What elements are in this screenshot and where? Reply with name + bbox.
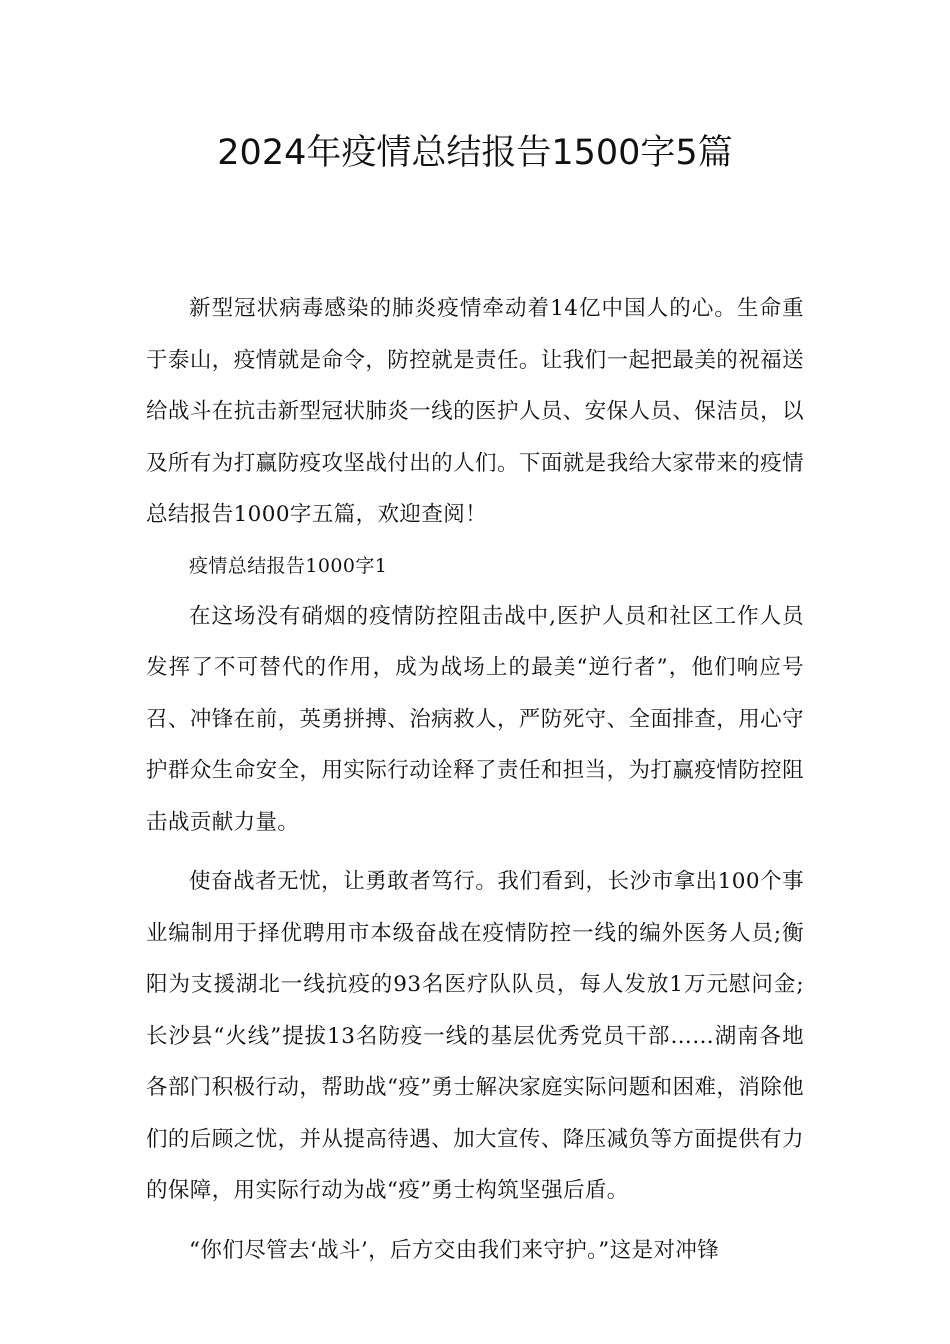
body-paragraph: “你们尽管去‘战斗’，后方交由我们来守护。”这是对冲锋 (189, 1237, 720, 1263)
paragraph-spacer (146, 1217, 804, 1225)
document-body (146, 283, 804, 1276)
intro-paragraph: 新型冠状病毒感染的肺炎疫情牵动着14亿中国人的心。生命重于泰山，疫情就是命令，防控就是责任。让我们一起把最美的祝福送给战斗在抗击新型冠状肺炎一线的医护人员、安保人员、保洁员，以及所有为打赢防疫攻坚战付出的人们。下面就是我给大家带来的疫情总结报告1000字五篇，欢迎查阅！ (146, 296, 804, 527)
section-heading: 疫情总结报告1000字1 (189, 554, 388, 577)
paragraph-spacer (146, 848, 804, 856)
document-title: 2024年疫情总结报告1500字5篇 (217, 133, 733, 173)
body-paragraph: 使奋战者无忧，让勇敢者笃行。我们看到，长沙市拿出100个事业编制用于择优聘用市本级奋战在疫情防控一线的编外医务人员;衡阳为支援湖北一线抗疫的93名医疗队队员，每人发放1万元慰问金;长沙县“火线”提拔13名防疫一线的基层优秀党员干部……湖南各地各部门积极行动，帮助战“疫”勇士解决家庭实际问题和困难，消除他们的后顾之忧，并从提高待遇、加大宣传、降压减负等方面提供有力的保障，用实际行动为战“疫”勇士构筑坚强后盾。 (146, 869, 804, 1203)
body-paragraph: 在这场没有硝烟的疫情防控阻击战中,医护人员和社区工作人员发挥了不可替代的作用，成为战场上的最美“逆行者”，他们响应号召、冲锋在前，英勇拼搏、治病救人，严防死守、全面排查，用心守护群众生命安全，用实际行动诠释了责任和担当，为打赢疫情防控阻击战贡献力量。 (146, 603, 804, 835)
